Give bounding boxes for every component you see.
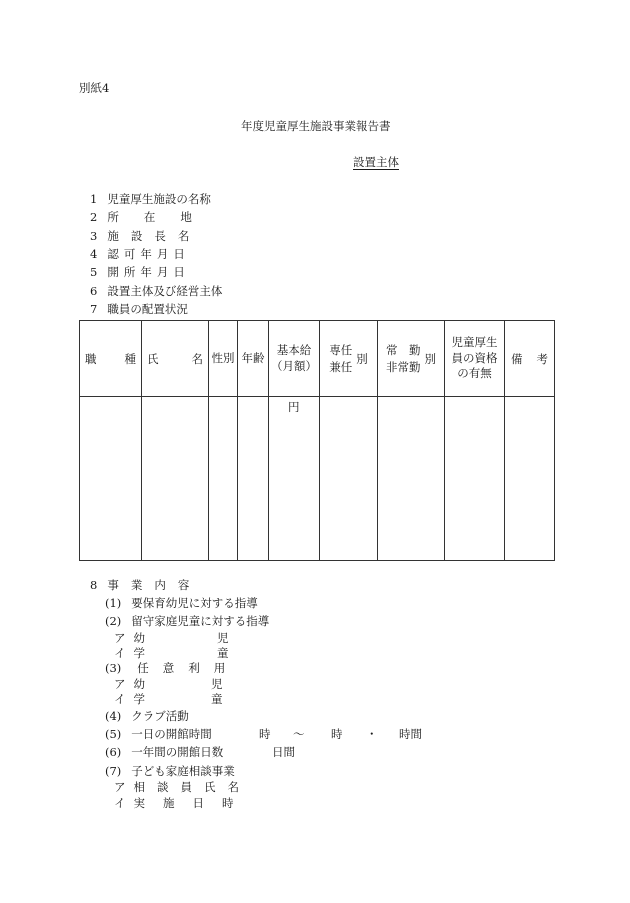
cell-regular[interactable]: [378, 397, 445, 561]
section8-heading: 8 事 業 内 容: [90, 578, 190, 592]
header-regular: 常 勤 非常勤 別: [378, 321, 445, 397]
sub-item-7: (7) 子ども家庭相談事業: [105, 764, 235, 778]
item-number: 4: [90, 247, 98, 261]
item-text: 認: [107, 247, 119, 261]
item-number: 5: [90, 265, 98, 279]
cell-job[interactable]: [80, 397, 142, 561]
item-text: 地: [180, 210, 192, 224]
item-text: 開: [107, 265, 119, 279]
header-sex: 性別: [209, 321, 238, 397]
sub-item-1: (1) 要保育幼児に対する指導: [105, 596, 258, 610]
cell-age[interactable]: [238, 397, 269, 561]
cell-fulltime[interactable]: [320, 397, 378, 561]
item-text: 月: [156, 247, 169, 261]
header-job: 職 種: [80, 321, 142, 397]
sub-item-3-i: イ 学 童: [114, 692, 223, 706]
item-number: 6: [90, 284, 98, 298]
sub-item-2-a: ア 幼 児: [114, 631, 229, 645]
sub-item-5: (5) 一日の開館時間: [105, 727, 212, 741]
header-age: 年齢: [238, 321, 269, 397]
item-number: 3: [90, 229, 98, 243]
item-text: 月: [156, 265, 169, 279]
sub-item-4: (4) クラブ活動: [105, 709, 189, 723]
opening-hours-start-unit: 時: [259, 727, 271, 741]
item-number: 1: [90, 192, 98, 206]
item-text: 長: [154, 229, 166, 243]
item-number: 7: [90, 302, 98, 316]
item-2: [90, 212, 192, 224]
yen-unit: 円: [288, 400, 300, 414]
item-text: 年: [140, 265, 152, 279]
item-number: 2: [90, 210, 98, 224]
sub-item-2-i: イ 学 童: [114, 646, 229, 660]
opening-hours-dot: ・: [366, 727, 378, 741]
item-text: 設: [130, 229, 143, 243]
header-salary: 基本給 （月額）: [269, 321, 320, 397]
item-3: [90, 231, 189, 243]
header-name: 氏 名: [142, 321, 209, 397]
header-qualification: 児童厚生 員の資格 の有無: [445, 321, 505, 397]
item-text: 所: [107, 210, 119, 224]
cell-salary[interactable]: [269, 397, 320, 561]
cell-name[interactable]: [142, 397, 209, 561]
item-text: 設置主体及び経営主体: [107, 284, 223, 298]
opening-days-unit: 日間: [272, 745, 295, 759]
opening-hours-end-unit: 時: [331, 727, 343, 741]
item-4: [90, 249, 185, 261]
sub-item-6: (6) 一年間の開館日数: [105, 745, 224, 759]
staff-table: [79, 320, 555, 561]
establisher-label: 設置主体: [353, 155, 399, 169]
header-remarks: 備 考: [505, 321, 555, 397]
sub-item-7-i: イ 実 施 日 時: [114, 796, 234, 810]
cell-qualification[interactable]: [445, 397, 505, 561]
opening-hours-total-unit: 時間: [399, 727, 422, 741]
table-header-row: [80, 321, 555, 397]
item-text: 所: [123, 265, 136, 279]
sub-item-7-a: ア 相 談 員 氏 名: [114, 780, 239, 794]
item-6: [90, 286, 222, 298]
sub-item-2: (2) 留守家庭児童に対する指導: [105, 614, 270, 628]
item-text: 名: [177, 229, 190, 243]
table-row: [80, 397, 555, 561]
item-text: 児童厚生施設の名称: [107, 192, 211, 206]
opening-hours-tilde: ～: [293, 727, 305, 741]
item-text: 年: [140, 247, 152, 261]
header-fulltime: 専任 兼任 別: [320, 321, 378, 397]
item-text: 在: [143, 210, 156, 224]
item-text: 日: [173, 247, 185, 261]
item-text: 日: [173, 265, 185, 279]
cell-remarks[interactable]: [505, 397, 555, 561]
document-title: 年度児童厚生施設事業報告書: [241, 119, 391, 133]
sub-item-3-a: ア 幼 児: [114, 677, 223, 691]
item-text: 施: [107, 229, 119, 243]
item-1: [90, 194, 211, 206]
item-5: [90, 267, 185, 279]
item-text: 可: [123, 247, 136, 261]
item-7: [90, 304, 188, 316]
attachment-label: 別紙4: [79, 81, 110, 95]
sub-item-3: (3) 任 意 利 用: [105, 661, 226, 675]
cell-sex[interactable]: [209, 397, 238, 561]
item-text: 職員の配置状況: [107, 302, 188, 316]
